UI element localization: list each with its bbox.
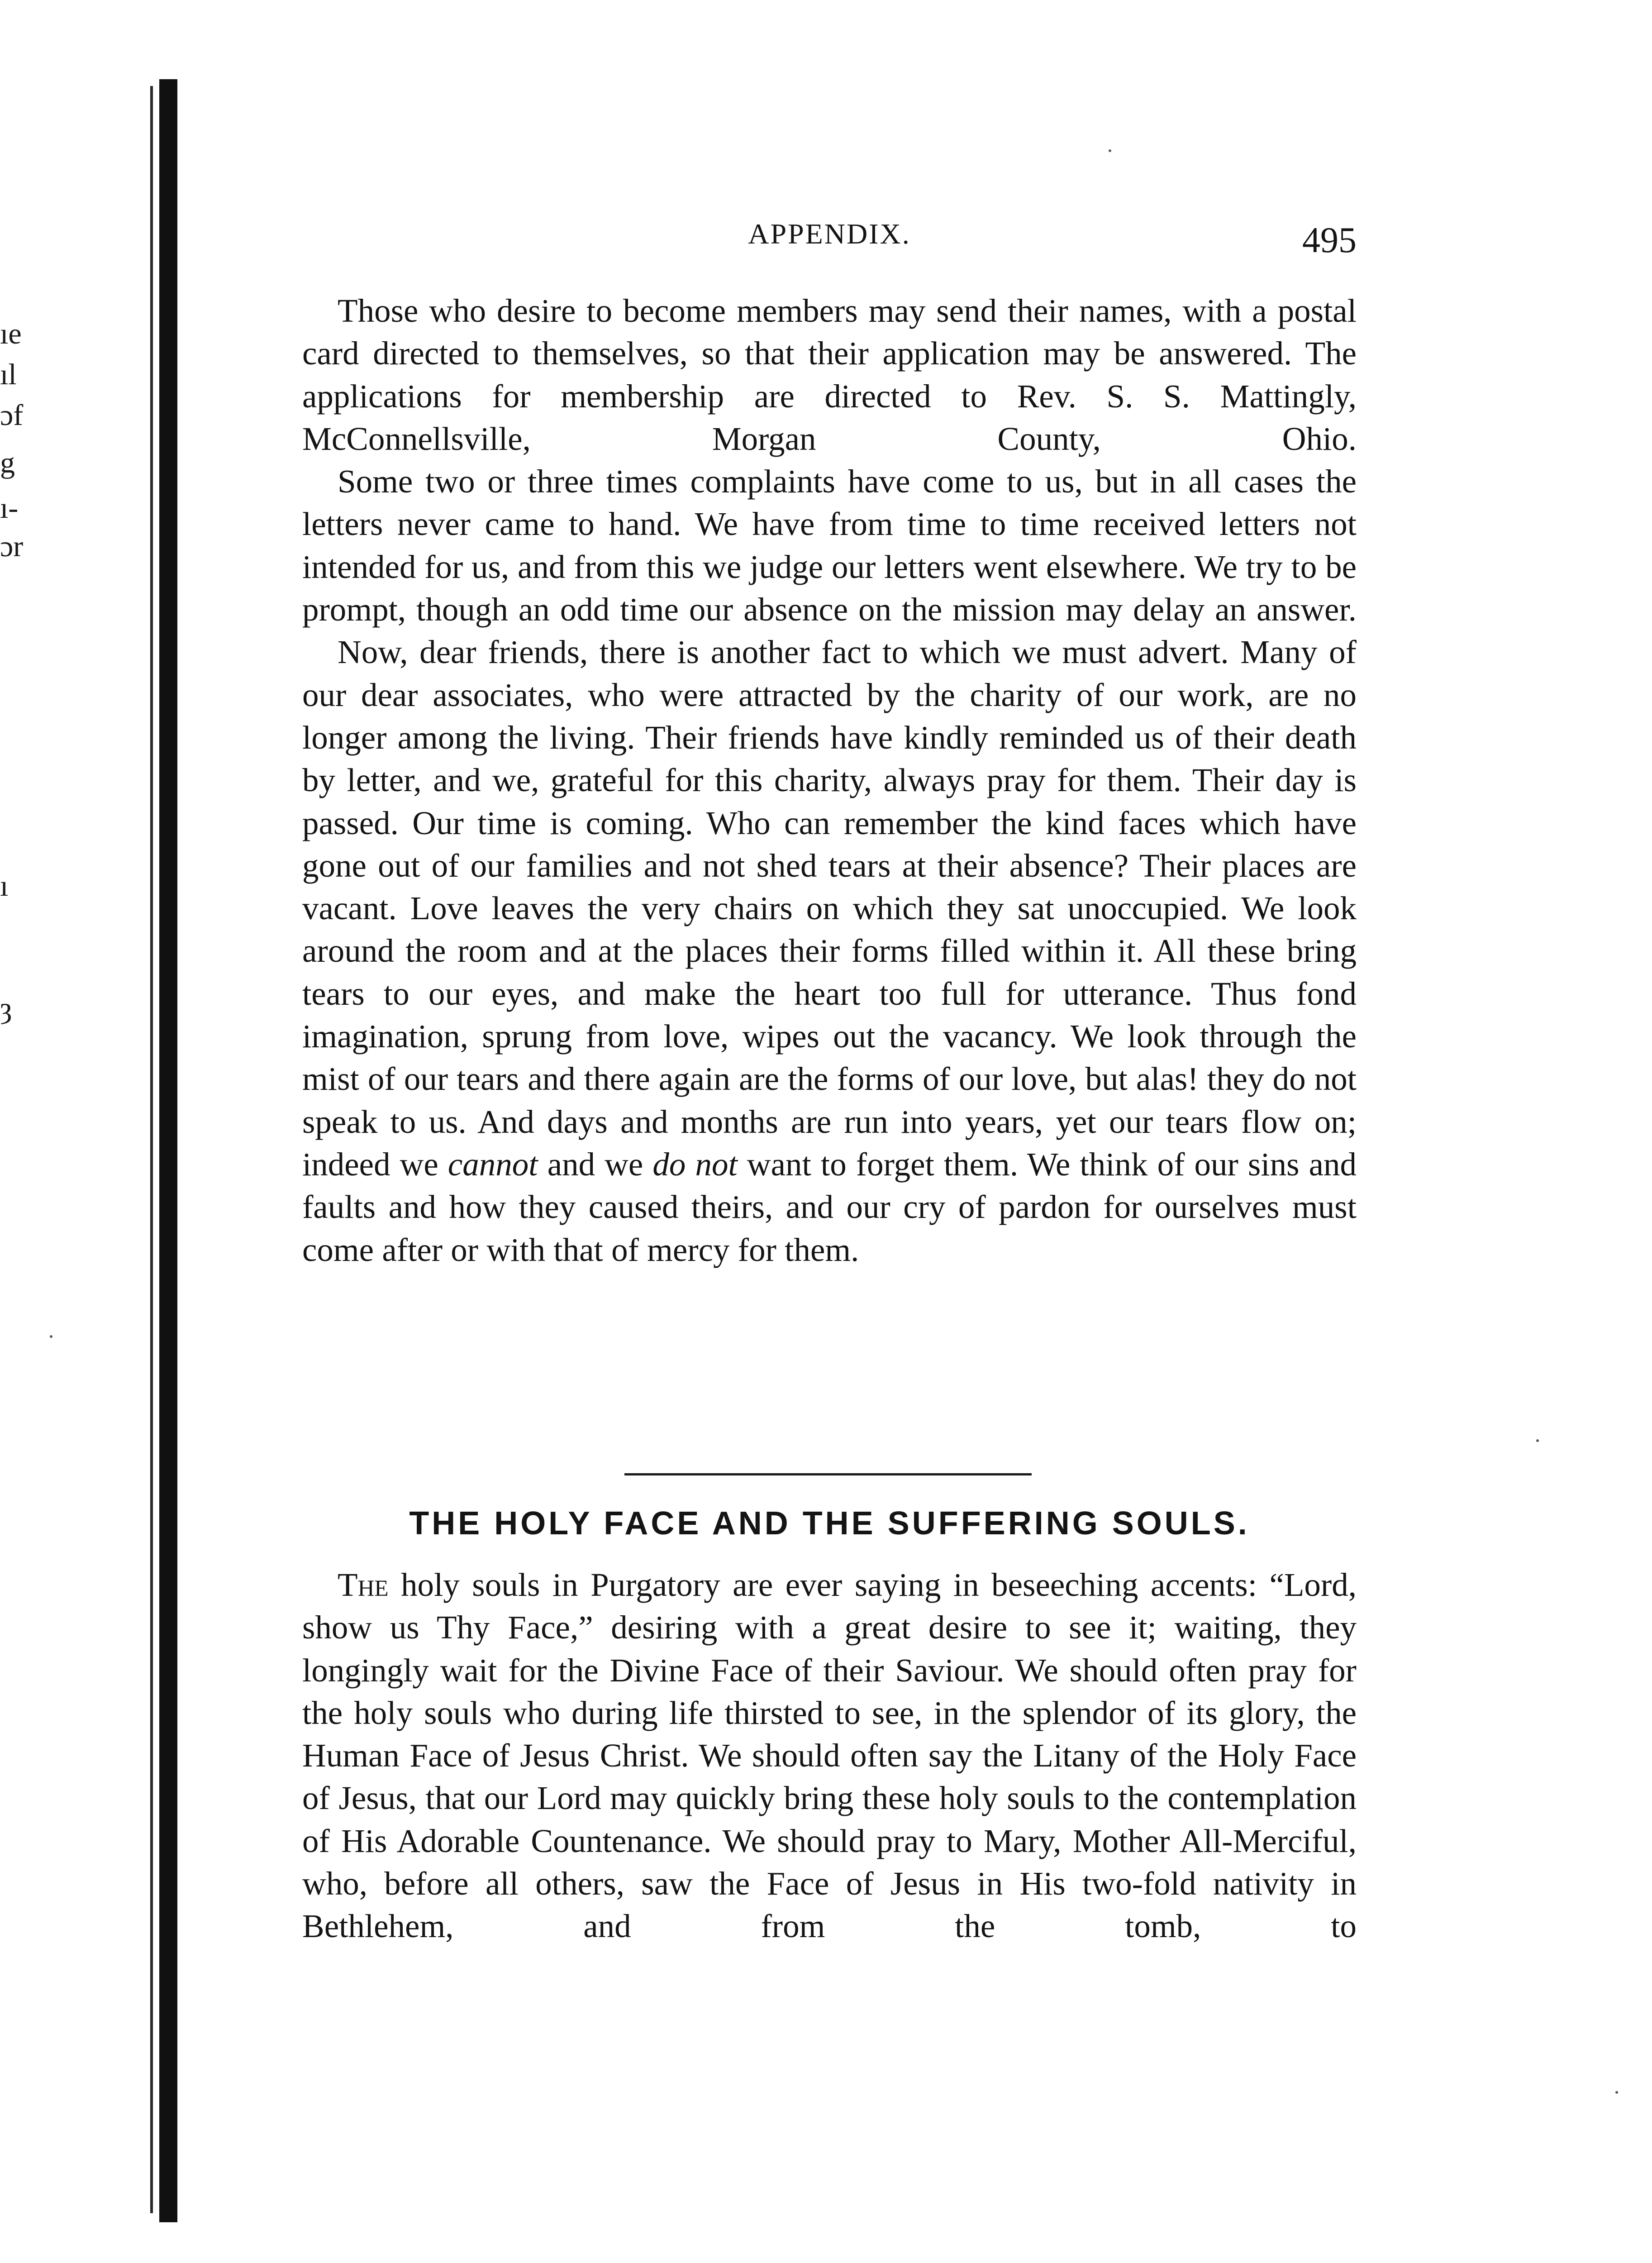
appendix-text	[302, 290, 1357, 1271]
margin-fragment: ı	[0, 869, 9, 902]
paper-speck	[1109, 149, 1111, 152]
paper-speck	[1536, 1439, 1539, 1442]
margin-fragment: ıl	[0, 358, 17, 391]
paragraph	[302, 1564, 1357, 1948]
binding-gutter-shadow	[159, 79, 177, 2222]
paper-speck	[1615, 2091, 1618, 2094]
text-run: Now, dear friends, there is another fact to which we must advert. Many of our dear associates, who were attracted by the charity of our work, are no longer among the living. Their friends have kindly reminded us of their death by letter, and we, grateful for this charity, always pray for them. Their day is passed. Our time is coming. Who can remember the kind faces which have gone out of our families and not shed tears at their absence? Their places are vacant. Love leaves the very chairs on which they sat unoccupied. We look around the room and at the places their forms filled within it. All these bring tears to our eyes, and make the heart too full for utterance. Thus fond imagination, sprung from love, wipes out the vacancy. We look through the mist of our tears and there again are the forms of our love, but alas! they do not speak to us. And days and months are run into years, yet our tears flow on; indeed we	[302, 634, 1357, 1183]
text-run: want to forget them. We think of our sins and faults and how they caused theirs, and our cry of pardon for ourselves must come after or with that of mercy for them.	[302, 1146, 1357, 1268]
text-run: and we	[538, 1146, 653, 1183]
paragraph	[302, 631, 1357, 1271]
emphasis: do not	[652, 1146, 738, 1183]
paragraph: Those who desire to become members may send their names, with a postal card directed to themselves, so that their application may be answered. The applications for membership are directed to Rev. S. S. Mattingly, McConnellsville, Morgan County, Ohio.	[302, 292, 1357, 457]
margin-fragment: ɔr	[0, 530, 24, 563]
margin-fragment: ȝ	[0, 992, 12, 1025]
text-run: holy souls in Purgatory are ever saying in beseeching accents: “Lord, show us Thy Face,” desiring with a great desire to see it; waiting, they longingly wait for the Divine Face of their Saviour. We should often pray for the holy souls who during life thirsted to see, in the splendor of its glory, the Human Face of Jesus Christ. We should often say the Litany of the Holy Face of Jesus, that our Lord may quickly bring these holy souls to the contemplation of His Adorable Countenance. We should pray to Mary, Mother All-Merciful, who, before all others, saw the Face of Jesus in His two-fold nativity in Bethlehem, and from the tomb, to	[302, 1566, 1357, 1945]
section-heading: THE HOLY FACE AND THE SUFFERING SOULS.	[409, 1505, 1250, 1542]
page-number: 495	[1302, 220, 1357, 260]
section-divider	[624, 1473, 1032, 1475]
margin-fragment: ı-	[0, 492, 19, 525]
binding-edge-line	[150, 86, 153, 2213]
section-text	[302, 1564, 1357, 1948]
running-head-title: APPENDIX.	[748, 218, 911, 250]
paragraph: Some two or three times complaints have come to us, but in all cases the letters never came to hand. We have from time to time received letters not intended for us, and from this we judge our letters went elsewhere. We try to be prompt, though an odd time our absence on the mission may delay an answer.	[302, 463, 1357, 628]
paper-speck	[50, 1335, 52, 1338]
margin-fragment: g	[0, 446, 15, 479]
lead-word: The	[338, 1566, 389, 1603]
emphasis: cannot	[448, 1146, 538, 1183]
margin-fragment: ıe	[0, 317, 22, 350]
margin-fragment: ɔf	[0, 399, 24, 432]
running-head	[302, 217, 1357, 267]
